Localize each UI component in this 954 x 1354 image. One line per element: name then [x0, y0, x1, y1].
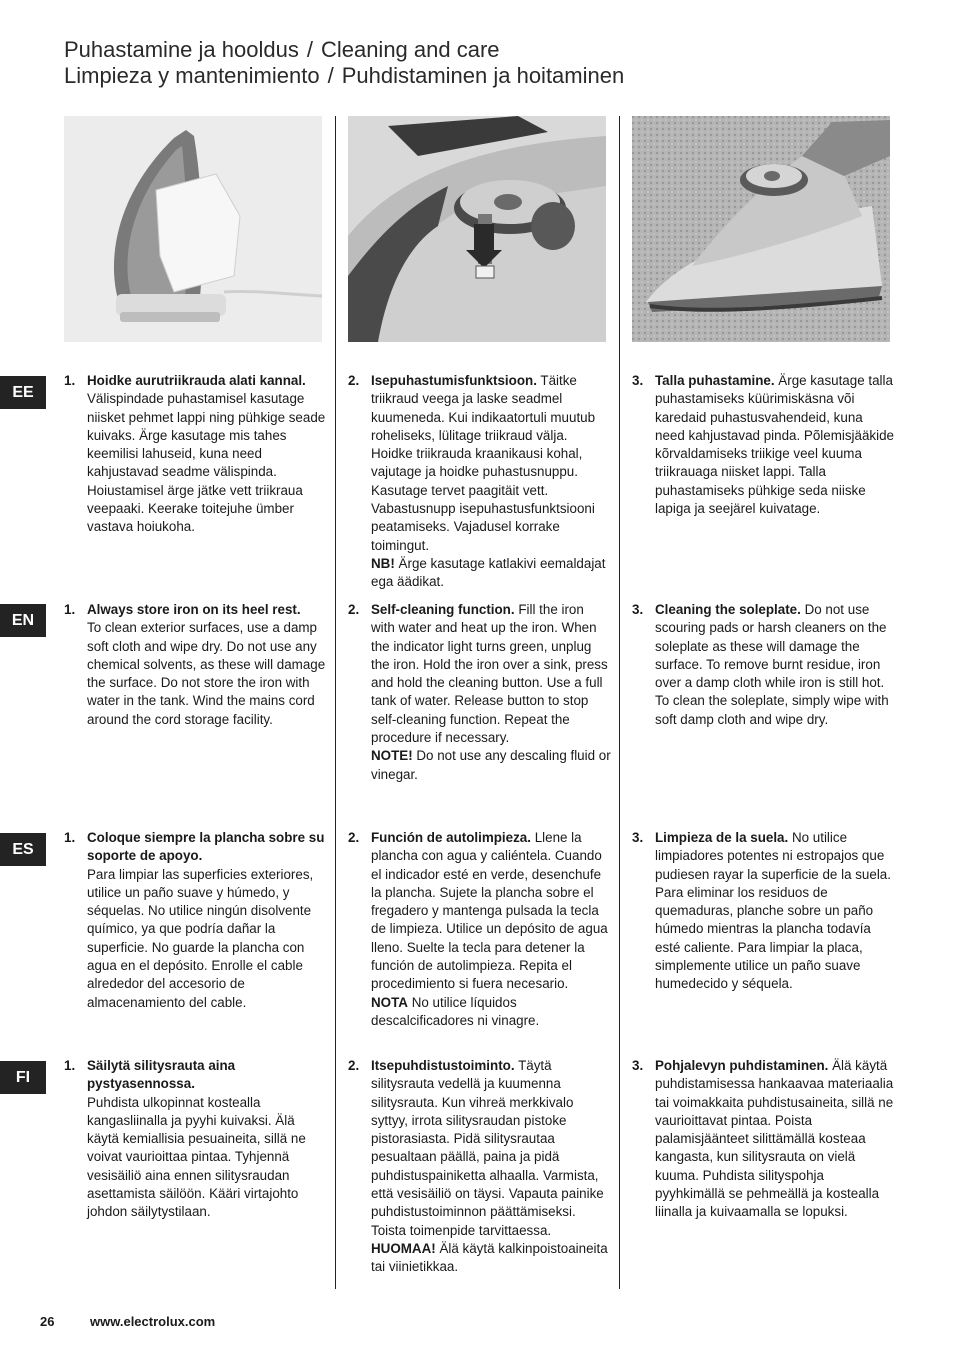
- step-number: 1.: [64, 1058, 76, 1073]
- step-heading: Cleaning the soleplate.: [655, 602, 801, 617]
- step-heading: Säilytä silitysrauta aina pystyasennossa.: [87, 1058, 236, 1092]
- step-number: 3.: [632, 373, 644, 388]
- step-number: 3.: [632, 830, 644, 845]
- language-tab-en: EN: [0, 604, 46, 637]
- step-number: 2.: [348, 1058, 360, 1073]
- title-fi: Puhdistaminen ja hoitaminen: [341, 63, 625, 88]
- step-number: 1.: [64, 830, 76, 845]
- step-text: [87, 829, 327, 1012]
- step-body: Täitke triikraud veega ja laske seadmel kuumeneda. Kui indikaatortuli muutub roheliseks, lülitage triikraud välja. Hoidke triikrauda kraanikausi kohal, vajutage ja hoidke puhastusnuppu. Kasutage tervet paagitäit vett. Vabastusnupp isepuhastusfunktsiooni peatamiseks. Vajadusel korrake toimingut.: [371, 373, 596, 553]
- step-heading: Pohjalevyn puhdistaminen.: [655, 1058, 829, 1073]
- step-text: [87, 601, 327, 729]
- step-body: Do not use scouring pads or harsh cleaners on the soleplate as these will damage the surface. To remove burnt residue, iron over a damp cloth while iron is still hot. To clean the soleplate, simply wipe with soft damp cloth and wipe dry.: [655, 602, 889, 727]
- language-tab-ee: EE: [0, 376, 46, 409]
- step-body: Fill the iron with water and heat up the iron. When the indicator light turns green, unplug the iron. Hold the iron over a sink, press and hold the cleaning button. Use a full tank of water. Release button to stop self-cleaning function. Repeat the procedure if necessary.: [371, 602, 608, 746]
- step-body: No utilice limpiadores potentes ni estropajos que pudiesen rayar la superficie de la suela. Para eliminar los residuos de quemaduras, planche sobre un paño húmedo mientras la plancha todavía esté caliente. Para limpiar la placa, simplemente utilice un paño suave humedecido y séquela.: [655, 830, 891, 992]
- title-ee: Puhastamine ja hooldus: [64, 37, 299, 62]
- note-text: No utilice líquidos descalcificadores ni vinagre.: [371, 994, 540, 1028]
- step-body: Llene la plancha con agua y caliéntela. Cuando el indicador esté en verde, desenchufe la plancha. Sujete la plancha sobre el fregadero y mantenga pulsada la tecla de limpieza. Utilice un depósito de agua lleno. Suelte la tecla para detener la función de autolimpieza. Repita el procedimiento si fuera necesario.: [371, 830, 608, 992]
- language-tab-fi: FI: [0, 1061, 46, 1094]
- title-es: Limpieza y mantenimiento: [64, 63, 320, 88]
- step-body: Välispindade puhastamisel kasutage niisket pehmet lappi ning pühkige seade kuivaks. Ärge kasutage mis tahes keemilisi lahuseid, kuna need kahjustavad seadme välispinda. Hoiustamisel ärge jätke vett triikraua veepaaki. Keerake toitejuhe ümber vastava hoiukoha.: [87, 391, 326, 535]
- photo-ironing-soleplate: [632, 116, 890, 342]
- step-text: [87, 372, 327, 537]
- step-number: 2.: [348, 373, 360, 388]
- step-text: [655, 372, 895, 518]
- step-heading: Itsepuhdistustoiminto.: [371, 1058, 515, 1073]
- step-text: [87, 1057, 327, 1222]
- step-heading: Función de autolimpieza.: [371, 830, 531, 845]
- step-number: 1.: [64, 602, 76, 617]
- step-number: 3.: [632, 1058, 644, 1073]
- step-body: Ärge kasutage talla puhastamiseks küürimiskäsna või karedaid puhastusvahendeid, kuna need kahjustavad pinda. Põlemisjääkide kõrvaldamiseks triikige veel kuuma triikrauaga niisket lappi. Talla puhastamiseks pühkige seda niiske lapiga ja seejärel kuivatage.: [655, 373, 894, 517]
- page-number: 26: [40, 1314, 55, 1329]
- footer-url: www.electrolux.com: [90, 1314, 216, 1329]
- step-heading: Hoidke aurutriikrauda alati kannal.: [87, 373, 306, 388]
- step-heading: Always store iron on its heel rest.: [87, 602, 301, 617]
- step-body: Para limpiar las superficies exteriores, utilice un paño suave y húmedo, y séquelas. No utilice ningún disolvente químico, ya que podría dañar la superficie. No guarde la plancha con agua en el depósito. Enrolle el cable alrededor del accesorio de almacenamiento del cable.: [87, 866, 314, 1010]
- page-title-line-2: [64, 63, 624, 89]
- language-tab-es: ES: [0, 833, 46, 866]
- note-label: NOTA: [371, 994, 408, 1010]
- step-body: To clean exterior surfaces, use a damp soft cloth and wipe dry. Do not use any chemical solvents, as these will damage the surface. Do not store the iron with water in the tank. Wind the mains cord around the cord storage facility.: [87, 620, 326, 727]
- step-text: [655, 601, 895, 729]
- step-text: [371, 601, 611, 784]
- photo-self-clean-button: [348, 116, 606, 342]
- step-body: Täytä silitysrauta vedellä ja kuumenna silitysrauta. Kun vihreä merkkivalo syttyy, irrota silitysraudan pistoke pistorasiasta. Pidä silitysrautaa pesualtaan päällä, paina ja pidä puhdistuspainiketta alhaalla. Varmista, että vesisäiliö on täysi. Vapauta painike puhdistustoiminnon päättämiseksi. Toista toimenpide tarvittaessa.: [371, 1058, 604, 1238]
- title-separator: /: [306, 37, 313, 62]
- step-text: [655, 829, 895, 994]
- photo-iron-wiping-cloth: [64, 116, 322, 342]
- step-text: [371, 372, 611, 592]
- step-heading: Coloque siempre la plancha sobre su soporte de apoyo.: [87, 830, 325, 864]
- title-en: Cleaning and care: [320, 37, 500, 62]
- title-separator: /: [327, 63, 334, 88]
- note-label: HUOMAA!: [371, 1240, 436, 1256]
- note-text: Älä käytä kalkinpoistoaineita tai viinietikkaa.: [371, 1240, 608, 1275]
- step-number: 3.: [632, 602, 644, 617]
- step-heading: Limpieza de la suela.: [655, 830, 789, 845]
- step-text: [371, 1057, 611, 1277]
- note-text: Ärge kasutage katlakivi eemaldajat ega äädikat.: [371, 555, 606, 590]
- step-number: 1.: [64, 373, 76, 388]
- column-divider-2: [619, 116, 620, 1289]
- page-title-line-1: [64, 37, 500, 63]
- step-heading: Self-cleaning function.: [371, 602, 515, 617]
- step-number: 2.: [348, 602, 360, 617]
- step-heading: Isepuhastumisfunktsioon.: [371, 373, 537, 388]
- step-heading: Talla puhastamine.: [655, 373, 775, 388]
- note-label: NOTE!: [371, 748, 413, 764]
- note-text: Do not use any descaling fluid or vinegar.: [371, 748, 611, 782]
- step-text: [655, 1057, 895, 1222]
- column-divider-1: [335, 116, 336, 1289]
- step-body: Puhdista ulkopinnat kostealla kangasliinalla ja pyyhi kuivaksi. Älä käytä kemiallisia pesuaineita, sillä ne voivat vaurioittaa pintaa. Tyhjennä vesisäiliö aina ennen silitysraudan asettamista säilöön. Kääri virtajohto johdon säilytystilaan.: [87, 1094, 306, 1220]
- step-text: [371, 829, 611, 1030]
- step-body: Älä käytä puhdistamisessa hankaavaa materiaalia tai voimakkaita puhdistusaineita, sillä ne vaurioittavat pintaa. Poista palamisjäänteet silittämällä kosteaa kangasta, kun silitysrauta on vielä kuuma. Puhdista silityspohja pyyhkimällä se pehmeällä ja kostealla liinalla ja kuivaamalla se lopuksi.: [655, 1058, 894, 1220]
- note-label: NB!: [371, 555, 395, 571]
- step-number: 2.: [348, 830, 360, 845]
